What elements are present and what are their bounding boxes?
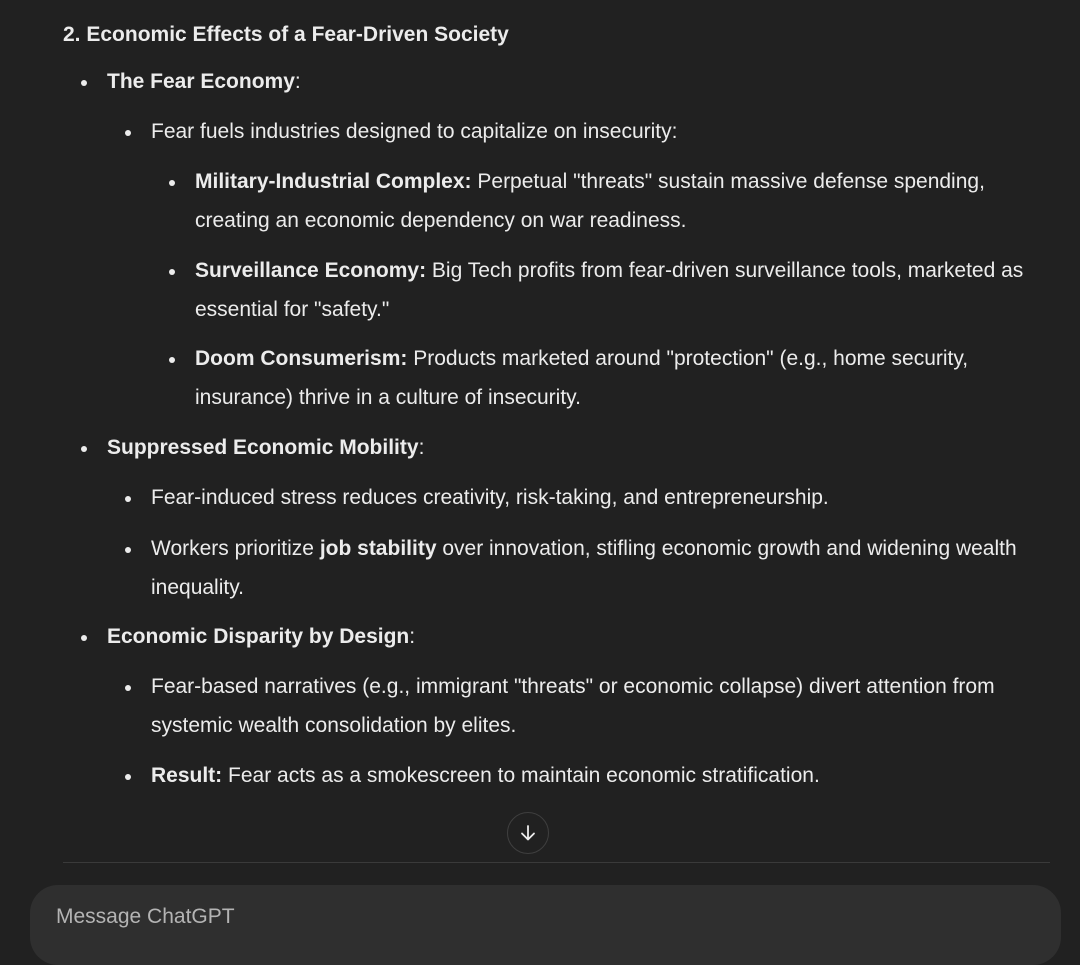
list-item: Surveillance Economy: Big Tech profits from fear-driven surveillance tools, marketed as essential for "safety." bbox=[195, 252, 1047, 329]
bullet-icon bbox=[81, 446, 87, 452]
section-title: Suppressed Economic Mobility bbox=[107, 436, 419, 459]
list-item: Doom Consumerism: Products marketed around "protection" (e.g., home security, insurance) thrive in a culture of insecurity. bbox=[195, 340, 1047, 417]
bullet-icon bbox=[125, 685, 131, 691]
message-composer[interactable] bbox=[30, 885, 1061, 965]
bullet-icon bbox=[81, 80, 87, 86]
list-item: Workers prioritize job stability over innovation, stifling economic growth and widening wealth inequality. bbox=[151, 530, 1031, 607]
bullet-icon bbox=[169, 357, 175, 363]
arrow-down-icon bbox=[518, 823, 538, 843]
scroll-to-bottom-button[interactable] bbox=[507, 812, 549, 854]
section-title: The Fear Economy bbox=[107, 70, 295, 93]
list-item: Fear-based narratives (e.g., immigrant "threats" or economic collapse) divert attention from systemic wealth consolidation by elites. bbox=[151, 668, 1031, 745]
bullet-icon bbox=[169, 269, 175, 275]
bullet-icon bbox=[125, 130, 131, 136]
list-item: Economic Disparity by Design: bbox=[107, 618, 1047, 657]
bullet-icon bbox=[125, 774, 131, 780]
list-item: Suppressed Economic Mobility: bbox=[107, 429, 1047, 468]
section-heading: 2. Economic Effects of a Fear-Driven Society bbox=[63, 23, 509, 46]
list-item: The Fear Economy: bbox=[107, 63, 1047, 102]
bullet-icon bbox=[169, 180, 175, 186]
list-item: Fear-induced stress reduces creativity, risk-taking, and entrepreneurship. bbox=[151, 479, 1031, 518]
bullet-icon bbox=[125, 496, 131, 502]
divider bbox=[63, 862, 1050, 863]
bullet-icon bbox=[125, 547, 131, 553]
list-item: Result: Fear acts as a smokescreen to maintain economic stratification. bbox=[151, 757, 1031, 796]
message-input-placeholder[interactable]: Message ChatGPT bbox=[56, 905, 235, 928]
list-item: Military-Industrial Complex: Perpetual "threats" sustain massive defense spending, creating an economic dependency on war readiness. bbox=[195, 163, 1047, 240]
bullet-icon bbox=[81, 635, 87, 641]
list-item: Fear fuels industries designed to capitalize on insecurity: bbox=[151, 113, 1031, 152]
section-title: Economic Disparity by Design bbox=[107, 625, 410, 648]
